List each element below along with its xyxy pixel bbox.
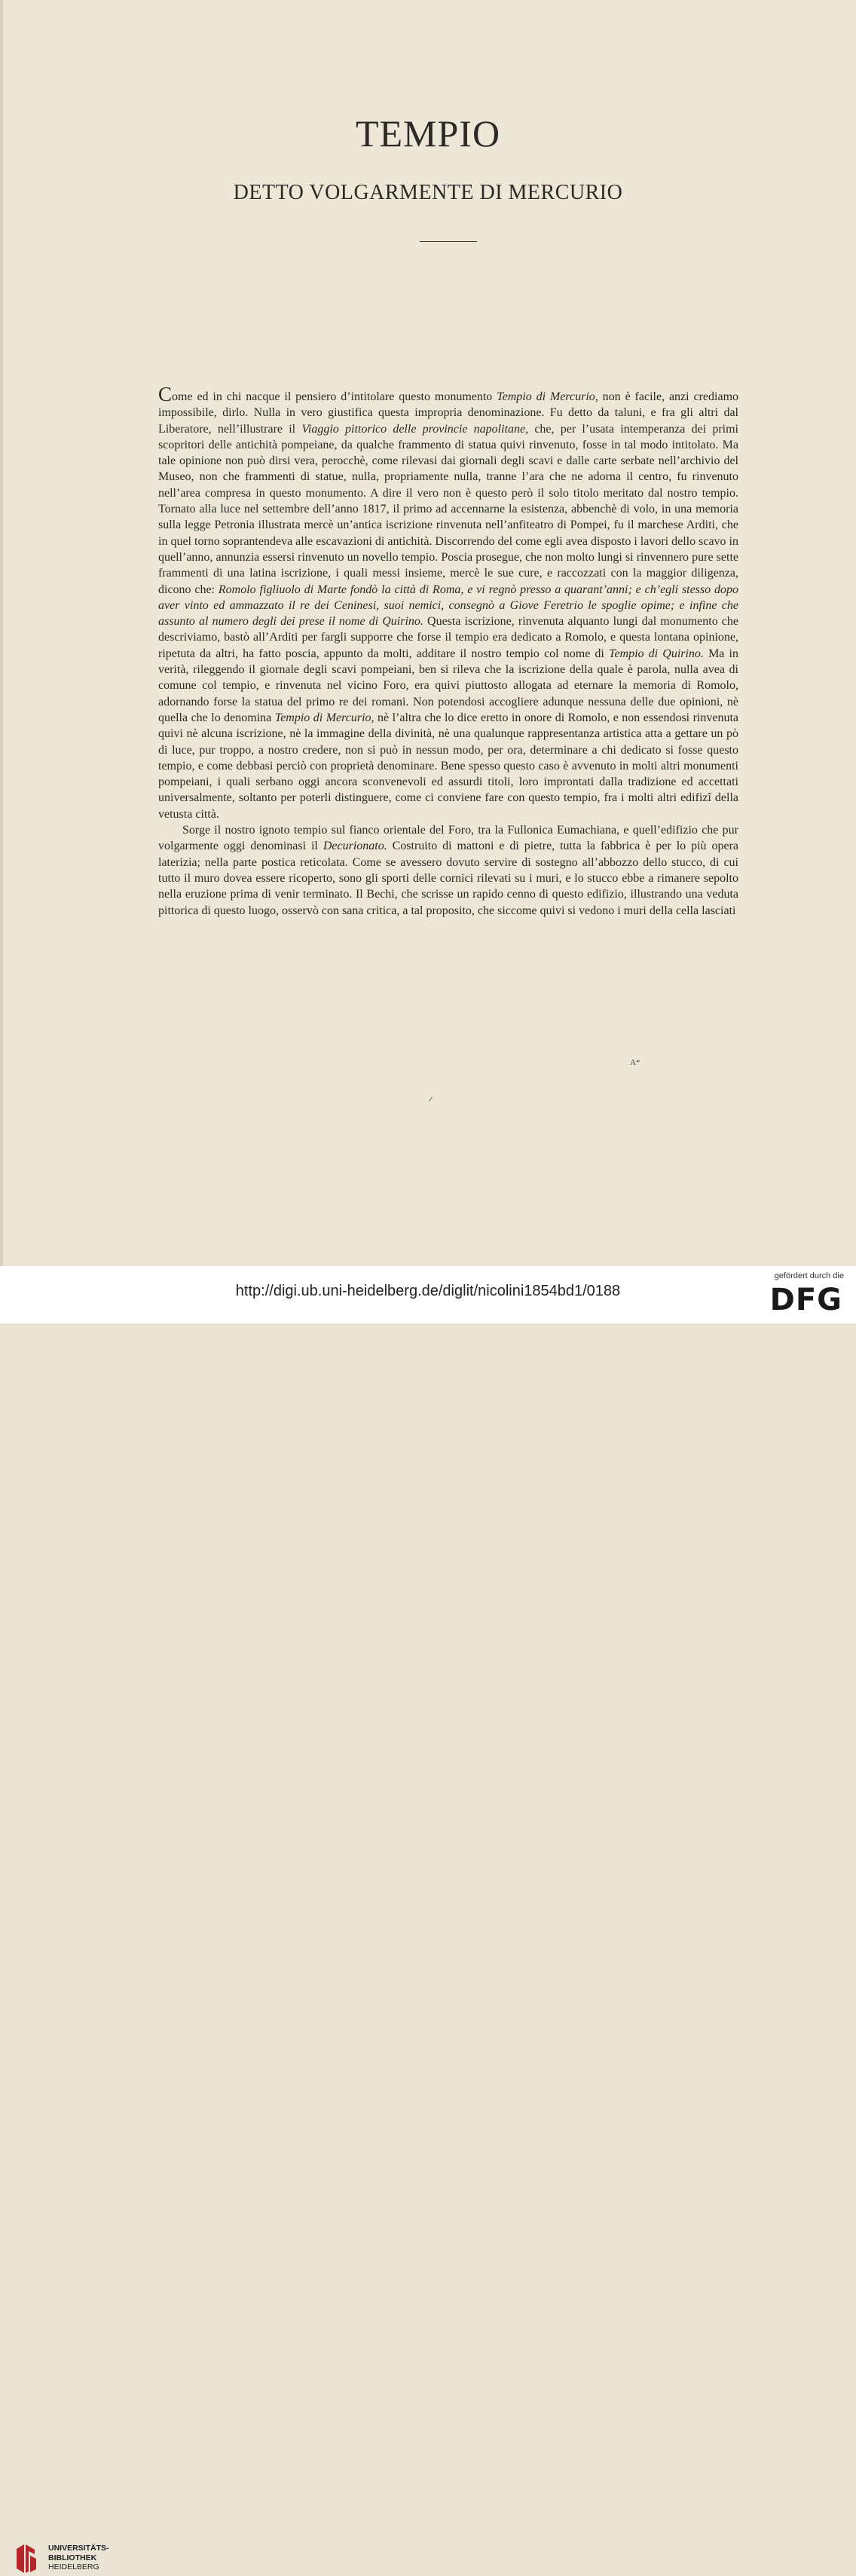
paragraph-2-run: Costruito di mattoni e di pietre, tutta la fabbrica è per lo più opera laterizia; nella parte postica reticolata. Come se avessero dovuto servire di sostegno all’abbozzo dello stucco, di cui tutto il muro dovea essere ricoperto, sono gli sporti delle cornici rilevati su i muri, e lo stucco ebbe a rimanere sepolto nella eruzione prima di venir terminato. Il Bechi, che scrisse un rapido cenno di questo edifizio, illustrando una veduta pittorica di questo luogo, osservò con sana critica, a tal proposito, che siccome quivi si vedono i muri della cella lasciati: [158, 840, 739, 917]
paragraph-1-run: ome ed in chi nacque il pensiero d’intitolare questo monumento: [172, 390, 497, 403]
signature-mark: A*: [630, 1058, 640, 1067]
page-subtitle: DETTO VOLGARMENTE DI MERCURIO: [233, 181, 623, 204]
paragraph-1-run: Ma in verità, rileggendo il giornale degli scavi pompeiani, ben si rileva che la iscrizione della quale è parola, nulla avea di comune col tempio, e rinvenuta nel vicino Foro, era quivi piuttosto allogata ad eternare la memoria di Romolo, adornando forse la statua del primo re dei romani. Non potendosi accogliere adunque nessuna delle due opinioni, nè quella che lo denomina: [158, 647, 738, 724]
library-name-line-1: UNIVERSITÄTS-: [48, 2544, 109, 2553]
paragraph-1-run: Questa iscrizione, rinvenuta alquanto lungi dal monumento che descriviamo, bastò all’Arditi per fargli supporre che forse il tempio era dedicato a Romolo, e questa lontana opinione, ripetuta da altri, ha fatto poscia, appunto da molti, additare il nostro tempio col nome di: [158, 615, 739, 660]
paragraph-1-run: Viaggio pittorico delle provincie napolitane,: [301, 422, 529, 436]
paragraph-1-run: nè l’altra che lo dice eretto in onore di Romolo, e non essendosi rinvenuta quivi nè alcuna iscrizione, nè la immagine della divinità, nè una qualunque rappresentanza artistica atta a gettare un pò di luce, pur troppo, a nostro credere, non si può in nessun modo, per ora, determinare a chi dedicato si fosse questo tempio, e come debbasi perciò con proprietà denominare. Bene spesso questo caso è avvenuto in molti altri monumenti pompeiani, i quali serbano oggi ancora sconvenevoli ed assurdi titoli, loro improntati dalla tradizione ed accettati universalmente, soltanto per poterli distinguere, come ci conviene fare con questo tempio, fra i molti altri edifizî della vetusta città.: [158, 711, 739, 821]
library-name-line-2: BIBLIOTHEK: [48, 2553, 97, 2562]
drop-cap: C: [158, 383, 173, 405]
paragraph-2: [158, 822, 738, 919]
library-name-line-3: HEIDELBERG: [48, 2562, 99, 2571]
paragraph-1-run: Romolo figliuolo di Marte fondò la città di Roma, e vi regnò presso a quarant’anni; e ch’egli stesso dopo aver vinto ed ammazzato il re dei Ceninesi, suoi nemici, consegnò a Giove Feretrio le spoglie opime; e infine che assunto al numero degli dei prese il nome di Quirino.: [158, 583, 738, 629]
paragraph-1-text: [158, 390, 738, 821]
title-divider: [420, 241, 477, 242]
paragraph-1-run: non è facile, anzi crediamo impossibile, dirlo. Nulla in vero giustifica questa impropria denominazione. Fu detto da taluni, e fra gli altri dal Liberatore, nell’illustrare il: [158, 390, 739, 436]
paragraph-2-run: Decurionato.: [323, 840, 387, 853]
paragraph-1-run: che, per l’usata intemperanza dei primi scopritori delle antichità pompeiane, da qualche frammento di statua quivi rinvenuto, fosse in tal modo intitolato. Ma tale opinione non può dirsi vera, perocchè, come rilevasi dai giornali degli scavi e dalle carte serbate nell’archivio del Museo, non che frammenti di statue, nulla, propriamente nulla, tranne l’ara che ne adorna il centro, fu rinvenuto nell’area compresa in questo monumento. A dire il vero non è questo però il solo titolo meritato dal nostro tempio. Tornato alla luce nel settembre dell’anno 1817, il primo ad accennarne la esistenza, abbenchè di volo, in una memoria sulla legge Petronia illustrata mercè un’antica iscrizione rinvenuta nell’anfiteatro di Pompei, fu il marchese Arditi, che in quel torno soprantendeva alle escavazioni di antichità. Discorrendo del come egli avea disposto i lavori dello scavo in quell’anno, annunzia essersi rinvenuto un novello tempio. Poscia prosegue, che non molto lungi si rinvennero pure sette frammenti di una latina iscrizione, i quali messi insieme, mercè le sue cure, e raccozzati con la maggior diligenza, dicono che:: [158, 422, 739, 596]
page-title: TEMPIO: [355, 112, 501, 154]
library-name: [48, 2544, 109, 2572]
permalink-url[interactable]: http://digi.ub.uni-heidelberg.de/diglit/nicolini1854bd1/0188: [235, 1283, 621, 1299]
dfg-logo-icon: DFG: [769, 1283, 842, 1317]
paragraph-1: [158, 383, 739, 822]
university-library-logo-icon: [14, 2543, 41, 2576]
body-text: [158, 383, 739, 919]
paragraph-1-run: Tempio di Quirino.: [609, 647, 704, 660]
paragraph-1-run: Tempio di Mercurio,: [274, 711, 374, 724]
scanned-page: [0, 0, 856, 1266]
paragraph-2-run: Sorge il nostro ignoto tempio sul fianco orientale del Foro, tra la Fullonica Eumachiana, e quell’edifizio che pur volgarmente oggi denominasi il: [158, 824, 738, 853]
paragraph-1-run: Tempio di Mercurio,: [497, 390, 598, 403]
funder-caption: gefördert durch die: [774, 1271, 844, 1280]
paper-speck: [429, 1097, 433, 1101]
